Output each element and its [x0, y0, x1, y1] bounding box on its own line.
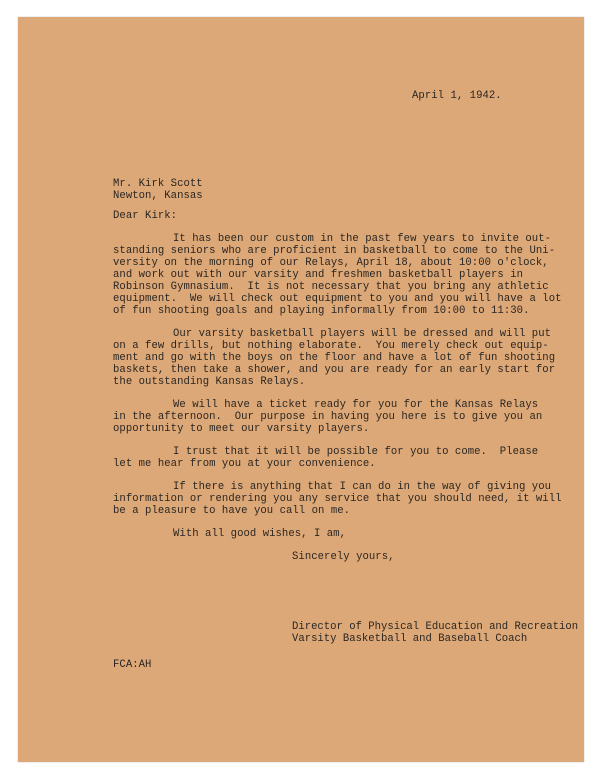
recipient-location: Newton, Kansas [113, 190, 203, 202]
paragraph-line: standing seniors who are proficient in basketball to come to the Uni- [113, 245, 556, 257]
salutation: Dear Kirk: [113, 210, 178, 222]
closing-wishes: With all good wishes, I am, [173, 528, 346, 540]
paragraph-line: We will have a ticket ready for you for the Kansas Relays [173, 399, 539, 411]
letter-page [18, 17, 584, 762]
paragraph-line: Robinson Gymnasium. It is not necessary that you bring any athletic [113, 281, 549, 293]
paragraph-line: baskets, then take a shower, and you are ready for an early start for [113, 364, 556, 376]
paragraph-line: If there is anything that I can do in the way of giving you [173, 481, 552, 493]
recipient-name: Mr. Kirk Scott [113, 178, 203, 190]
paragraph-line: ment and go with the boys on the floor and have a lot of fun shooting [113, 352, 556, 364]
paragraph-line: on a few drills, but nothing elaborate. You merely check out equip- [113, 340, 549, 352]
paragraph-line: in the afternoon. Our purpose in having you here is to give you an [113, 411, 543, 423]
paragraph-line: of fun shooting goals and playing informally from 10:00 to 11:30. [113, 305, 530, 317]
paragraph-line: and work out with our varsity and freshmen basketball players in [113, 269, 524, 281]
signature-title-2: Varsity Basketball and Baseball Coach [292, 633, 528, 645]
paragraph-line: information or rendering you any service that you should need, it will [113, 493, 562, 505]
paragraph-line: let me hear from you at your convenience. [113, 458, 376, 470]
paragraph-line: be a pleasure to have you call on me. [113, 505, 351, 517]
paragraph-line: the outstanding Kansas Relays. [113, 376, 306, 388]
letter-date: April 1, 1942. [412, 90, 502, 102]
paragraph-line: It has been our custom in the past few years to invite out- [173, 233, 552, 245]
paragraph-line: I trust that it will be possible for you to come. Please [173, 446, 539, 458]
typist-initials: FCA:AH [113, 659, 152, 671]
paragraph-line: Our varsity basketball players will be dressed and will put [173, 328, 552, 340]
paragraph-line: opportunity to meet our varsity players. [113, 423, 370, 435]
paragraph-line: equipment. We will check out equipment to you and you will have a lot [113, 293, 562, 305]
signature-title-1: Director of Physical Education and Recreation [292, 621, 579, 633]
paragraph-line: versity on the morning of our Relays, April 18, about 10:00 o'clock, [113, 257, 549, 269]
closing: Sincerely yours, [292, 551, 395, 563]
